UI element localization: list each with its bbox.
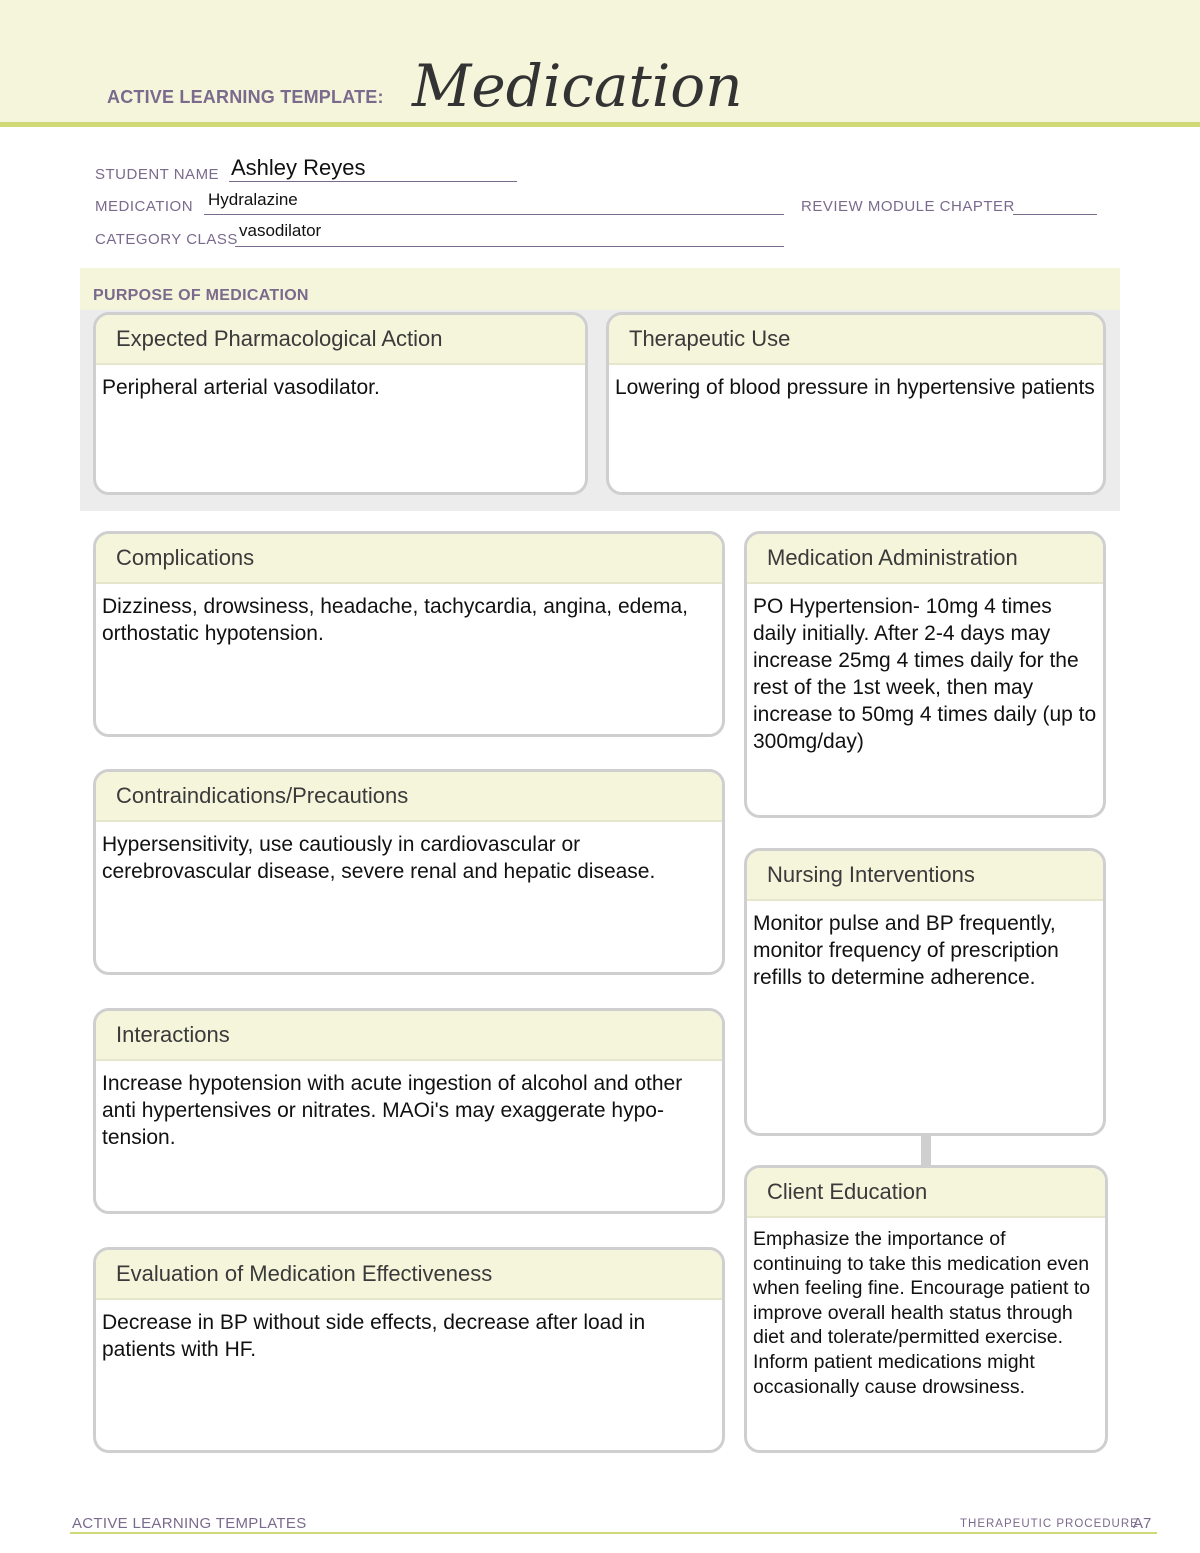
category-class-field[interactable]: vasodilator <box>239 221 322 240</box>
card-connector <box>921 1134 931 1167</box>
expected-action-title: Expected Pharmacological Action <box>96 315 585 365</box>
page-title: Medication <box>412 52 743 120</box>
review-module-label: REVIEW MODULE CHAPTER <box>801 198 1015 215</box>
complications-card <box>93 531 725 737</box>
category-class-line <box>235 246 784 247</box>
client-education-body[interactable]: Emphasize the importance of continuing to take this medication even when feeling fine. Encourage patient to improve overall health status through diet and tolerate/permitted exercise. Inform patient medications might occasionally cause drowsiness. <box>753 1228 1091 1398</box>
nursing-interventions-card <box>744 848 1106 1136</box>
expected-action-body[interactable]: Peripheral arterial vasodilator. <box>102 376 380 399</box>
complications-title: Complications <box>96 534 722 584</box>
nursing-interventions-body[interactable]: Monitor pulse and BP frequently, monitor frequency of prescription refills to determine adherence. <box>753 912 1059 989</box>
medication-administration-card <box>744 531 1106 818</box>
student-name-label: STUDENT NAME <box>95 166 220 183</box>
client-education-card <box>744 1165 1108 1453</box>
therapeutic-use-card <box>606 312 1106 495</box>
footer-left-label: ACTIVE LEARNING TEMPLATES <box>72 1515 307 1532</box>
contraindications-title: Contraindications/Precautions <box>96 772 722 822</box>
student-name-line <box>229 181 517 182</box>
medication-administration-body[interactable]: PO Hypertension- 10mg 4 times daily initially. After 2-4 days may increase 25mg 4 times daily for the rest of the 1st week, then may increase to 50mg 4 times daily (up to 300mg/day) <box>753 595 1097 753</box>
evaluation-card <box>93 1247 725 1453</box>
header-rule <box>0 122 1200 127</box>
therapeutic-use-body[interactable]: Lowering of blood pressure in hypertensive patients <box>615 376 1095 399</box>
interactions-title: Interactions <box>96 1011 722 1061</box>
interactions-body[interactable]: Increase hypotension with acute ingestion of alcohol and other anti hypertensives or nitrates. MAOi's may exaggerate hypo-tension. <box>102 1072 683 1149</box>
contraindications-card <box>93 769 725 975</box>
medication-line <box>204 214 784 215</box>
student-name-field[interactable]: Ashley Reyes <box>231 155 366 180</box>
therapeutic-use-title: Therapeutic Use <box>609 315 1103 365</box>
expected-action-card <box>93 312 588 495</box>
medication-field[interactable]: Hydralazine <box>208 190 298 209</box>
category-class-label: CATEGORY CLASS <box>95 231 238 248</box>
evaluation-body[interactable]: Decrease in BP without side effects, decrease after load in patients with HF. <box>102 1311 646 1361</box>
review-module-line <box>1013 214 1097 215</box>
footer-rule <box>70 1532 1157 1534</box>
template-label: ACTIVE LEARNING TEMPLATE: <box>107 87 384 107</box>
footer-right-label: THERAPEUTIC PROCEDURE <box>960 1518 1139 1530</box>
medication-administration-title: Medication Administration <box>747 534 1103 584</box>
client-education-title: Client Education <box>747 1168 1105 1218</box>
purpose-label: PURPOSE OF MEDICATION <box>93 287 309 304</box>
medication-label: MEDICATION <box>95 198 194 215</box>
contraindications-body[interactable]: Hypersensitivity, use cautiously in cardiovascular or cerebrovascular disease, severe renal and hepatic disease. <box>102 833 656 883</box>
page-number: A7 <box>1133 1515 1152 1532</box>
evaluation-title: Evaluation of Medication Effectiveness <box>96 1250 722 1300</box>
interactions-card <box>93 1008 725 1214</box>
complications-body[interactable]: Dizziness, drowsiness, headache, tachycardia, angina, edema, orthostatic hypotension. <box>102 595 688 645</box>
nursing-interventions-title: Nursing Interventions <box>747 851 1103 901</box>
